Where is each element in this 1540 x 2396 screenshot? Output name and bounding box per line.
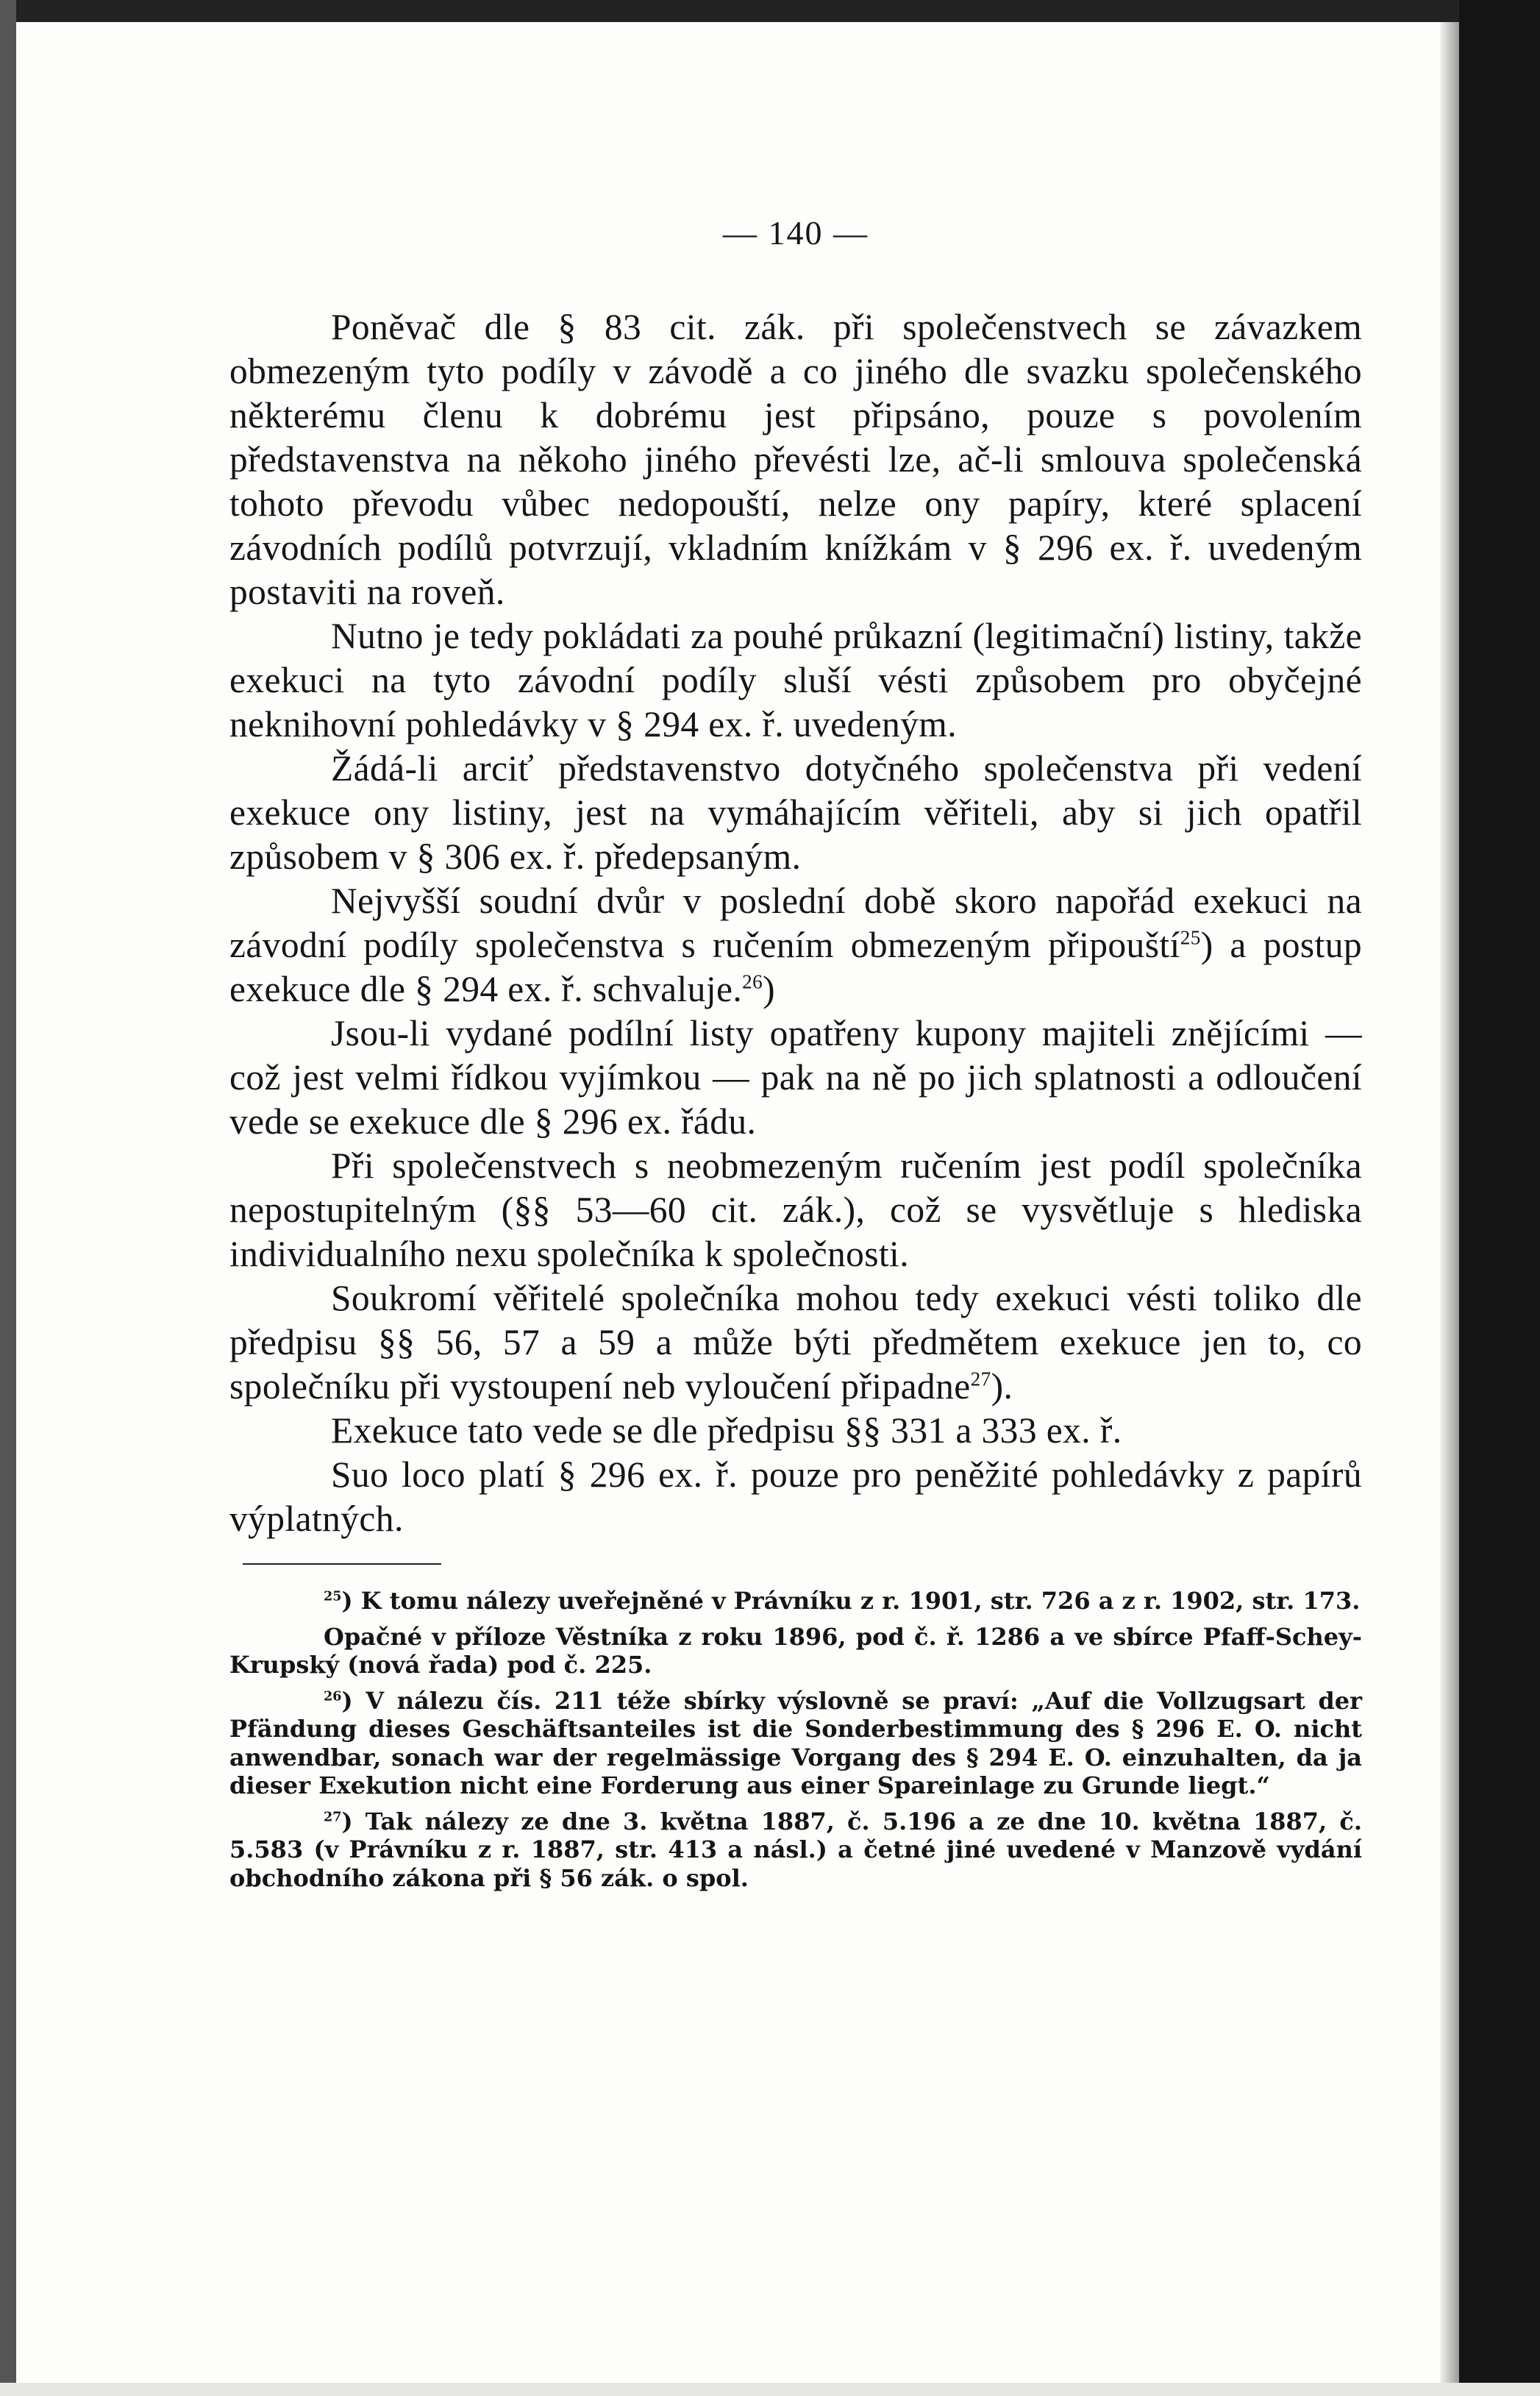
paragraph-4-text: Nejvyšší soudní dvůr v poslední době skoro napořád exekuci na závodní podíly společenstva s ručením obmezeným připouští: [229, 881, 1362, 965]
page-edge-shadow: [1440, 22, 1459, 2396]
footnote-27: [229, 1807, 1362, 1893]
footnote-26: [229, 1687, 1362, 1800]
paragraph-8: Exekuce tato vede se dle předpisu §§ 331 a 333 ex. ř.: [331, 1410, 1122, 1451]
scan-border-bottom: [0, 2383, 1540, 2396]
scan-border-top: [0, 0, 1540, 22]
paragraph-6: Při společenstvech s neobmezeným ručením jest podíl společníka nepostupitelným (§§ 53—60 cit. zák.), což se vysvětluje s hlediska individualního nexu společníka k společnosti.: [229, 1145, 1362, 1274]
scan-border-right: [1459, 0, 1540, 2396]
document-page: [229, 213, 1362, 1896]
paragraph-9: Suo loco platí § 296 ex. ř. pouze pro peněžité pohledávky z papírů výplatných.: [229, 1454, 1362, 1539]
page-number: — 140 —: [723, 214, 869, 252]
paragraph-7: [229, 1276, 1362, 1409]
paragraph-5: Jsou-li vydané podílní listy opatřeny kupony majiteli znějícími — což jest velmi řídkou vyjímkou — pak na ně po jich splatnosti a odloučení vede se exekuce dle § 296 ex. řádu.: [229, 1013, 1362, 1142]
paragraph-3: Žádá-li arciť představenstvo dotyčného společenstva při vedení exekuce ony listiny, jest na vymáhajícím věřiteli, aby si jich opatřil způsobem v § 306 ex. ř. předepsaným.: [229, 748, 1362, 877]
footnote-25: [229, 1587, 1362, 1615]
footnote-marker: 25: [324, 1588, 342, 1604]
paragraph-7-text: Soukromí věřitelé společníka mohou tedy exekuci vésti toliko dle předpisu §§ 56, 57 a 59 a může býti předmětem exekuce jen to, co společníku při vystoupení neb vyloučení připadne: [229, 1278, 1362, 1407]
footnote-text: ) K tomu nálezy uveřejněné v Právníku z r. 1901, str. 726 a z r. 1902, str. 173.: [341, 1587, 1361, 1615]
paragraph-2: Nutno je tedy pokládati za pouhé průkazní (legitimační) listiny, takže exekuci na tyto závodní podíly sluší vésti způsobem pro obyčejné neknihovní pohledávky v § 294 ex. ř. uvedeným.: [229, 616, 1362, 744]
footnote-separator: [243, 1563, 441, 1565]
footnote-marker: 27: [324, 1808, 342, 1824]
footnote-marker: 26: [324, 1688, 342, 1704]
footnote-ref-27: 27: [970, 1368, 991, 1390]
scan-border-left: [0, 0, 16, 2396]
paragraph-4-text-3: ): [763, 969, 776, 1009]
footnote-text: ) Tak nálezy ze dne 3. května 1887, č. 5.196 a ze dne 10. května 1887, č. 5.583 (v Právníku z r. 1887, str. 413 a násl.) a četné jiné uvedené v Manzově vydání obchodního zákona při § 56 zák. o spol.: [229, 1807, 1362, 1892]
footnote-ref-26: 26: [742, 970, 763, 993]
footnote-text: ) V nálezu čís. 211 téže sbírky výslovně se praví: „Auf die Vollzugsart der Pfändung dieses Geschäftsanteiles ist die Sonderbestimmung des § 296 E. O. nicht anwendbar, sonach war der regelmässige Vorgang des § 294 E. O. einzuhalten, da ja dieser Exekution nicht eine Forderung aus einer Spareinlage zu Grunde liegt.“: [229, 1686, 1362, 1799]
paragraph-7-text-2: ).: [991, 1366, 1013, 1407]
paragraph-4: [229, 879, 1362, 1012]
paragraph-1: Poněvač dle § 83 cit. zák. při společenstvech se závazkem obmezeným tyto podíly v závodě a co jiného dle svazku společenského některému členu k dobrému jest připsáno, pouze s povolením představenstva na někoho jiného převésti lze, ač-li smlouva společenská tohoto převodu vůbec nedopouští, nelze ony papíry, které splacení závodních podílů potvrzují, vkladním knížkám v § 296 ex. ř. uvedeným postaviti na roveň.: [229, 307, 1362, 612]
footnote-ref-25: 25: [1180, 926, 1201, 949]
footnote-25-continued: [229, 1623, 1362, 1679]
paragraph-4-text-2: ) a postup exekuce dle § 294 ex. ř. schvaluje.: [229, 925, 1362, 1009]
footnote-text: Opačné v příloze Věstníka z roku 1896, pod č. ř. 1286 a ve sbírce Pfaff-Schey-Krupský (nová řada) pod č. 225.: [229, 1622, 1362, 1679]
